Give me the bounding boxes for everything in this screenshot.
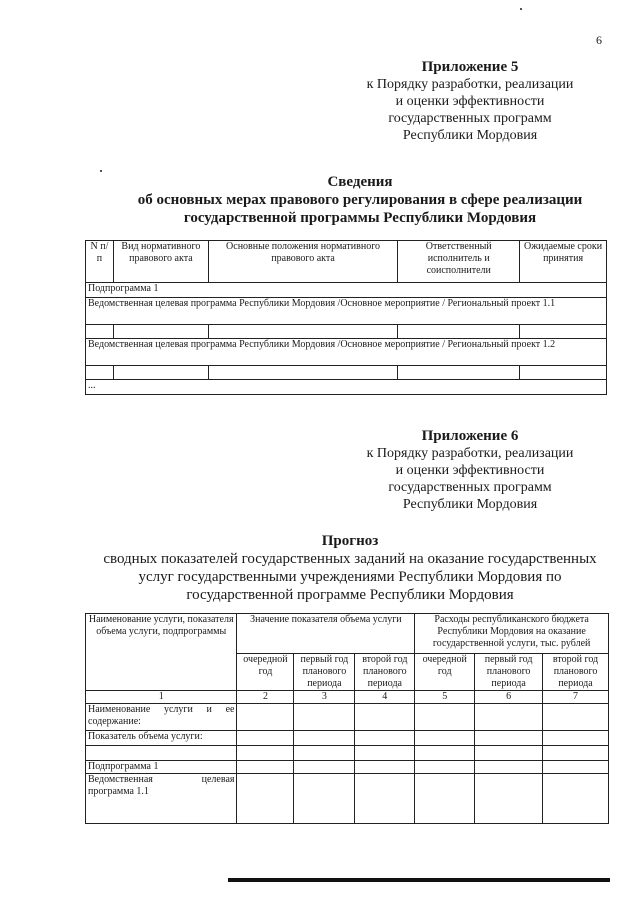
table-row [86,325,607,339]
sub-header: первый год планового периода [475,654,543,691]
col-header-number: N п/п [86,241,114,283]
scan-speck [520,8,522,10]
col-number: 2 [237,691,294,704]
col-header-act-type: Вид нормативного правового акта [113,241,208,283]
col-number: 7 [543,691,609,704]
appendix-5-line: государственных программ [388,111,552,126]
forecast-table [85,613,609,824]
ellipsis-row: ... [86,380,607,395]
sub-header: второй год планового периода [355,654,415,691]
appendix-6-line: к Порядку разработки, реализации [366,446,574,461]
appendix-5-title: Приложение 5 [421,59,519,75]
forecast-title: Прогноз [321,533,379,549]
col-header-budget-expense: Расходы республиканского бюджета Республики Мордовия на оказание государственной услуги, тыс. рублей [415,614,609,654]
page-number: 6 [596,33,602,47]
table-row [86,731,609,746]
appendix-6-title: Приложение 6 [421,428,519,444]
col-number: 5 [415,691,475,704]
sub-header: очередной год [415,654,475,691]
sub-header: второй год планового периода [543,654,609,691]
sub-header: первый год планового периода [294,654,355,691]
forecast-line: государственной программе Республики Мордовия [186,587,514,603]
sub-header: очередной год [237,654,294,691]
forecast-line: услуг государственными учреждениями Республики Мордовия по [138,569,562,585]
info-heading [80,173,640,227]
table-row [86,746,609,761]
row-label-indicator: Показатель объема услуги: [86,731,237,746]
program-row: Ведомственная целевая программа Республики Мордовия /Основное мероприятие / Региональный проект 1.1 [86,298,607,325]
subprogram-row: Подпрограмма 1 [86,283,607,298]
appendix-6-heading [340,428,600,513]
col-header-executor: Ответственный исполнитель и соисполнители [398,241,520,283]
row-label-service: Наименование услуги и ее содержание: [86,704,237,731]
table-row [86,366,607,380]
legal-measures-table [85,240,607,395]
appendix-6-line: и оценки эффективности [395,463,545,478]
appendix-5-line: и оценки эффективности [395,94,545,109]
program-row: Ведомственная целевая программа Республики Мордовия /Основное мероприятие / Региональный проект 1.2 [86,339,607,366]
table-row [86,761,609,774]
forecast-line: сводных показателей государственных заданий на оказание государственных [103,551,597,567]
col-header-indicator-value: Значение показателя объема услуги [237,614,415,654]
scan-speck [100,170,102,172]
appendix-5-line: Республики Мордовия [402,128,538,143]
row-label-program: Ведомственная целевая программа 1.1 [86,774,237,824]
col-number: 6 [475,691,543,704]
col-number: 1 [86,691,237,704]
info-line: государственной программы Республики Мордовия [183,210,537,226]
info-line: об основных мерах правового регулирования в сфере реализации [137,192,583,208]
col-header-deadline: Ожидаемые сроки принятия [520,241,607,283]
appendix-5-line: к Порядку разработки, реализации [366,77,574,92]
col-header-service-name: Наименование услуги, показателя объема услуги, подпрограммы [86,614,237,691]
footer-rule [228,878,610,882]
appendix-5-heading [340,59,600,144]
col-number: 3 [294,691,355,704]
table-row [86,704,609,731]
appendix-6-line: государственных программ [388,480,552,495]
col-number: 4 [355,691,415,704]
appendix-6-line: Республики Мордовия [402,497,538,512]
info-title: Сведения [327,174,393,190]
forecast-heading [60,532,640,604]
row-label-subprogram: Подпрограмма 1 [86,761,237,774]
table-row [86,774,609,824]
col-header-provisions: Основные положения нормативного правового акта [208,241,398,283]
